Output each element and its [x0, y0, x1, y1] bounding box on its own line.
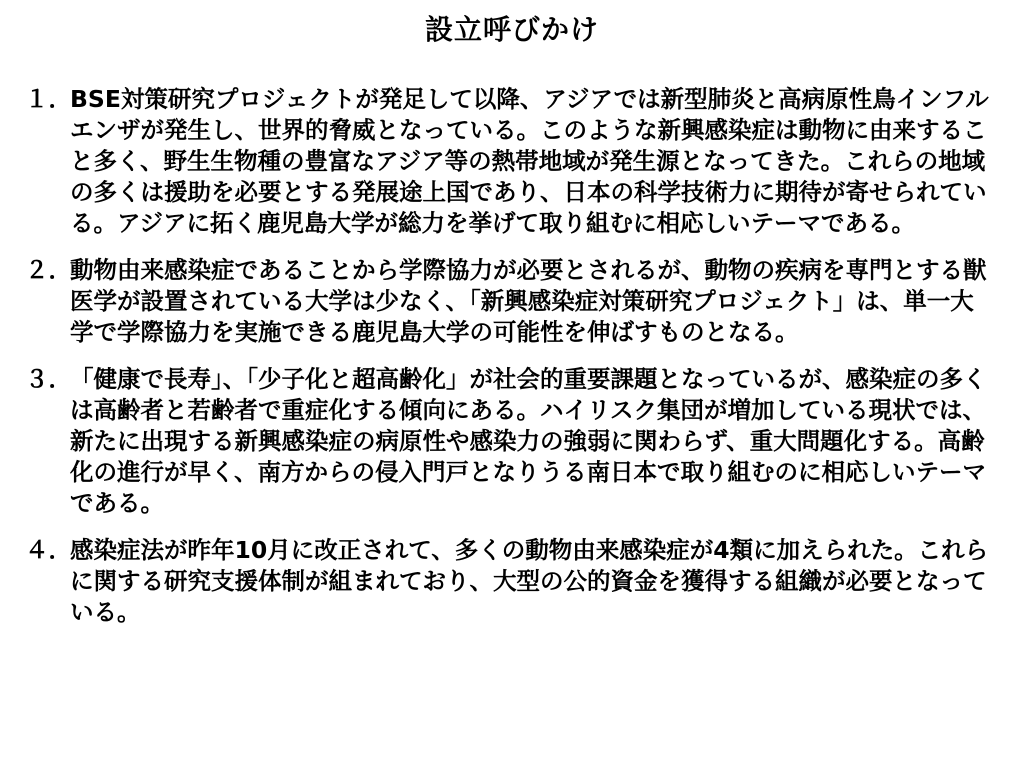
list-item [0, 535, 1024, 628]
item-number: １． [25, 85, 72, 113]
item-text: 「健康で長寿」、「少子化と超高齢化」が社会的重要課題となっているが、感染症の多くは高齢者と若齢者で重症化する傾向にある。ハイリスク集団が増加している現状では、新たに出現する新興感染症の病原性や感染力の強弱に関わらず、重大問題化する。高齢化の進行が早く、南方からの侵入門戸となりうる南日本で取り組むのに相応しいテーマである。 [70, 365, 987, 517]
item-text: 動物由来感染症であることから学際協力が必要とされるが、動物の疾病を専門とする獣医学が設置されている大学は少なく、「新興感染症対策研究プロジェクト」は、単一大学で学際協力を実施できる鹿児島大学の可能性を伸ばすものとなる。 [70, 256, 987, 346]
list-item [0, 84, 1024, 239]
item-text: 感染症法が昨年10月に改正されて、多くの動物由来感染症が4類に加えられた。これらに関する研究支援体制が組まれており、大型の公的資金を獲得する組織が必要となっている。 [70, 536, 989, 626]
numbered-list [0, 84, 1024, 644]
list-item [0, 364, 1024, 519]
item-number: ３． [25, 365, 72, 393]
item-text: BSE対策研究プロジェクトが発足して以降、アジアでは新型肺炎と高病原性鳥インフルエンザが発生し、世界的脅威となっている。このような新興感染症は動物に由来すること多く、野生生物種の豊富なアジア等の熱帯地域が発生源となってきた。これらの地域の多くは援助を必要とする発展途上国であり、日本の科学技術力に期待が寄せられている。アジアに拓く鹿児島大学が総力を挙げて取り組むに相応しいテーマである。 [70, 85, 989, 237]
slide-title: 設立呼びかけ [424, 13, 599, 46]
item-number: ２． [25, 256, 72, 284]
list-item [0, 255, 1024, 348]
item-number: ４． [25, 536, 72, 564]
